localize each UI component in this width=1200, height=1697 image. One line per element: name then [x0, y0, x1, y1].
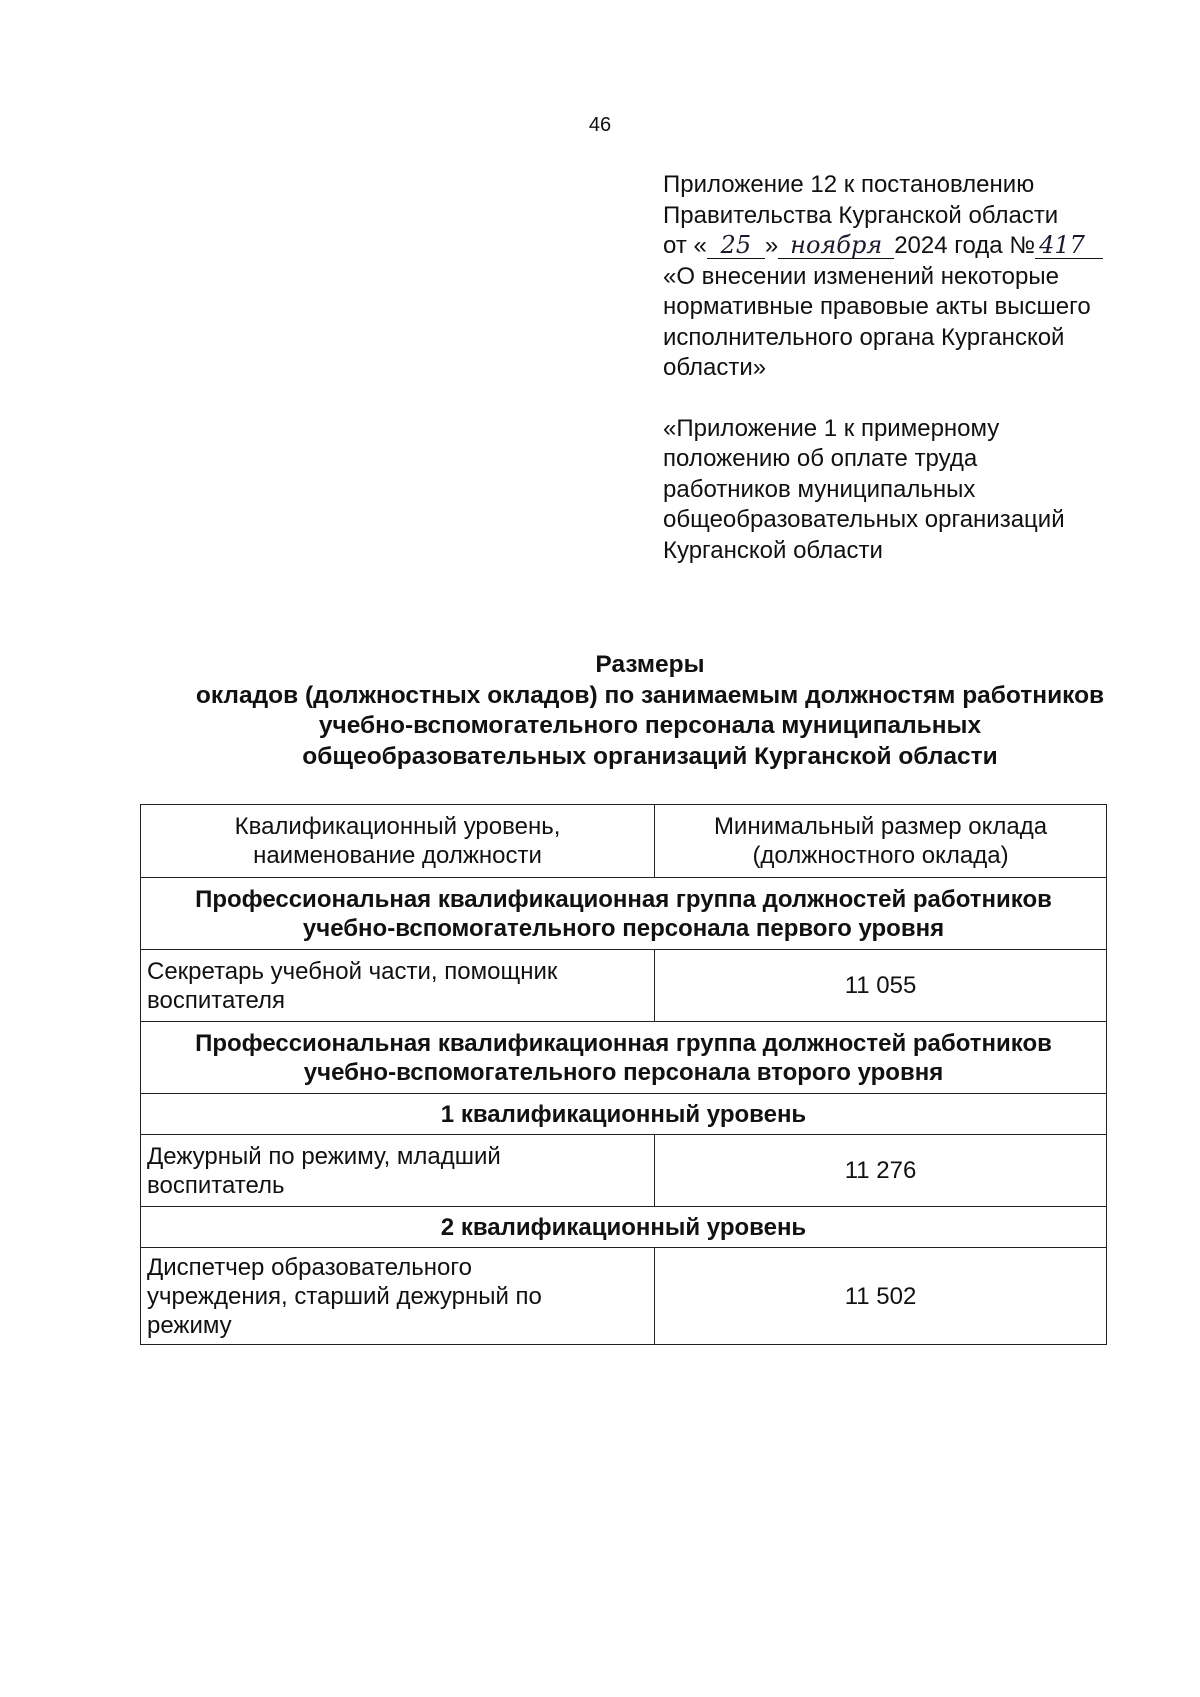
header-text: Минимальный размер оклада [713, 813, 1048, 840]
date-year: 2024 года № [894, 232, 1036, 259]
group-cell [141, 878, 1107, 950]
title-line: окладов (должностных окладов) по занимаемым должностям работников [195, 681, 1105, 709]
table-row [141, 1135, 1107, 1207]
date-prefix: от « [663, 232, 707, 259]
appendix-header [663, 170, 1163, 566]
decree-date-line [663, 231, 1163, 262]
group-text: Профессиональная квалификационная группа должностей работников [195, 885, 1052, 913]
position-text: воспитатель [147, 1171, 285, 1199]
header-cell-salary [655, 805, 1107, 878]
header-cell-position [141, 805, 655, 878]
group-cell [141, 1022, 1107, 1094]
group-text: учебно-вспомогательного персонала первого уровня [302, 914, 945, 942]
position-text: режиму [147, 1311, 232, 1339]
appendix-quote-line: общеобразовательных организаций [663, 506, 1065, 533]
handwritten-number: 417 [1035, 232, 1103, 259]
level-row [141, 1094, 1107, 1135]
page-number: 46 [588, 114, 612, 136]
appendix-line: области» [663, 354, 767, 381]
appendix-line: нормативные правовые акты высшего [663, 293, 1091, 320]
appendix-quote-line: «Приложение 1 к примерному [663, 414, 1000, 442]
appendix-quote [663, 414, 1163, 567]
appendix-line: Приложение 12 к постановлению [663, 171, 1035, 198]
appendix-quote-line: положению об оплате труда [663, 445, 978, 472]
table-header-row [141, 805, 1107, 878]
position-cell [141, 950, 655, 1022]
date-mid: » [764, 232, 779, 259]
position-cell [141, 1248, 655, 1345]
handwritten-month: ноября [778, 232, 894, 259]
salary-cell: 11 276 [655, 1135, 1107, 1207]
header-text: Квалификационный уровень, [234, 813, 561, 840]
position-text: воспитателя [147, 986, 286, 1014]
appendix-line: Правительства Курганской области [663, 201, 1059, 229]
level-cell: 1 квалификационный уровень [141, 1094, 1107, 1135]
document-title [90, 650, 1200, 772]
appendix-quote-line: работников муниципальных [663, 475, 976, 503]
header-text: (должностного оклада) [752, 842, 1009, 869]
appendix-line: «О внесении изменений некоторые [663, 262, 1059, 290]
title-line: Размеры [595, 651, 705, 678]
position-cell [141, 1135, 655, 1207]
table-row [141, 950, 1107, 1022]
salary-table [140, 804, 1107, 1345]
group-text: Профессиональная квалификационная группа должностей работников [195, 1029, 1052, 1057]
position-text: учреждения, старший дежурный по [147, 1282, 542, 1310]
level-cell: 2 квалификационный уровень [141, 1207, 1107, 1248]
position-text: Диспетчер образовательного [147, 1253, 472, 1281]
position-text: Дежурный по режиму, младший [147, 1142, 501, 1170]
group-row [141, 878, 1107, 950]
appendix-quote-line: Курганской области [663, 536, 883, 564]
appendix-line: исполнительного органа Курганской [663, 323, 1065, 351]
title-line: учебно-вспомогательного персонала муниципальных [318, 712, 982, 739]
salary-cell: 11 055 [655, 950, 1107, 1022]
group-text: учебно-вспомогательного персонала второго уровня [303, 1058, 944, 1086]
salary-cell: 11 502 [655, 1248, 1107, 1345]
group-row [141, 1022, 1107, 1094]
position-text: Секретарь учебной части, помощник [147, 957, 558, 985]
table-row [141, 1248, 1107, 1345]
handwritten-day: 25 [707, 232, 765, 259]
level-row [141, 1207, 1107, 1248]
header-text: наименование должности [253, 842, 542, 869]
title-line: общеобразовательных организаций Курганской области [302, 742, 998, 770]
